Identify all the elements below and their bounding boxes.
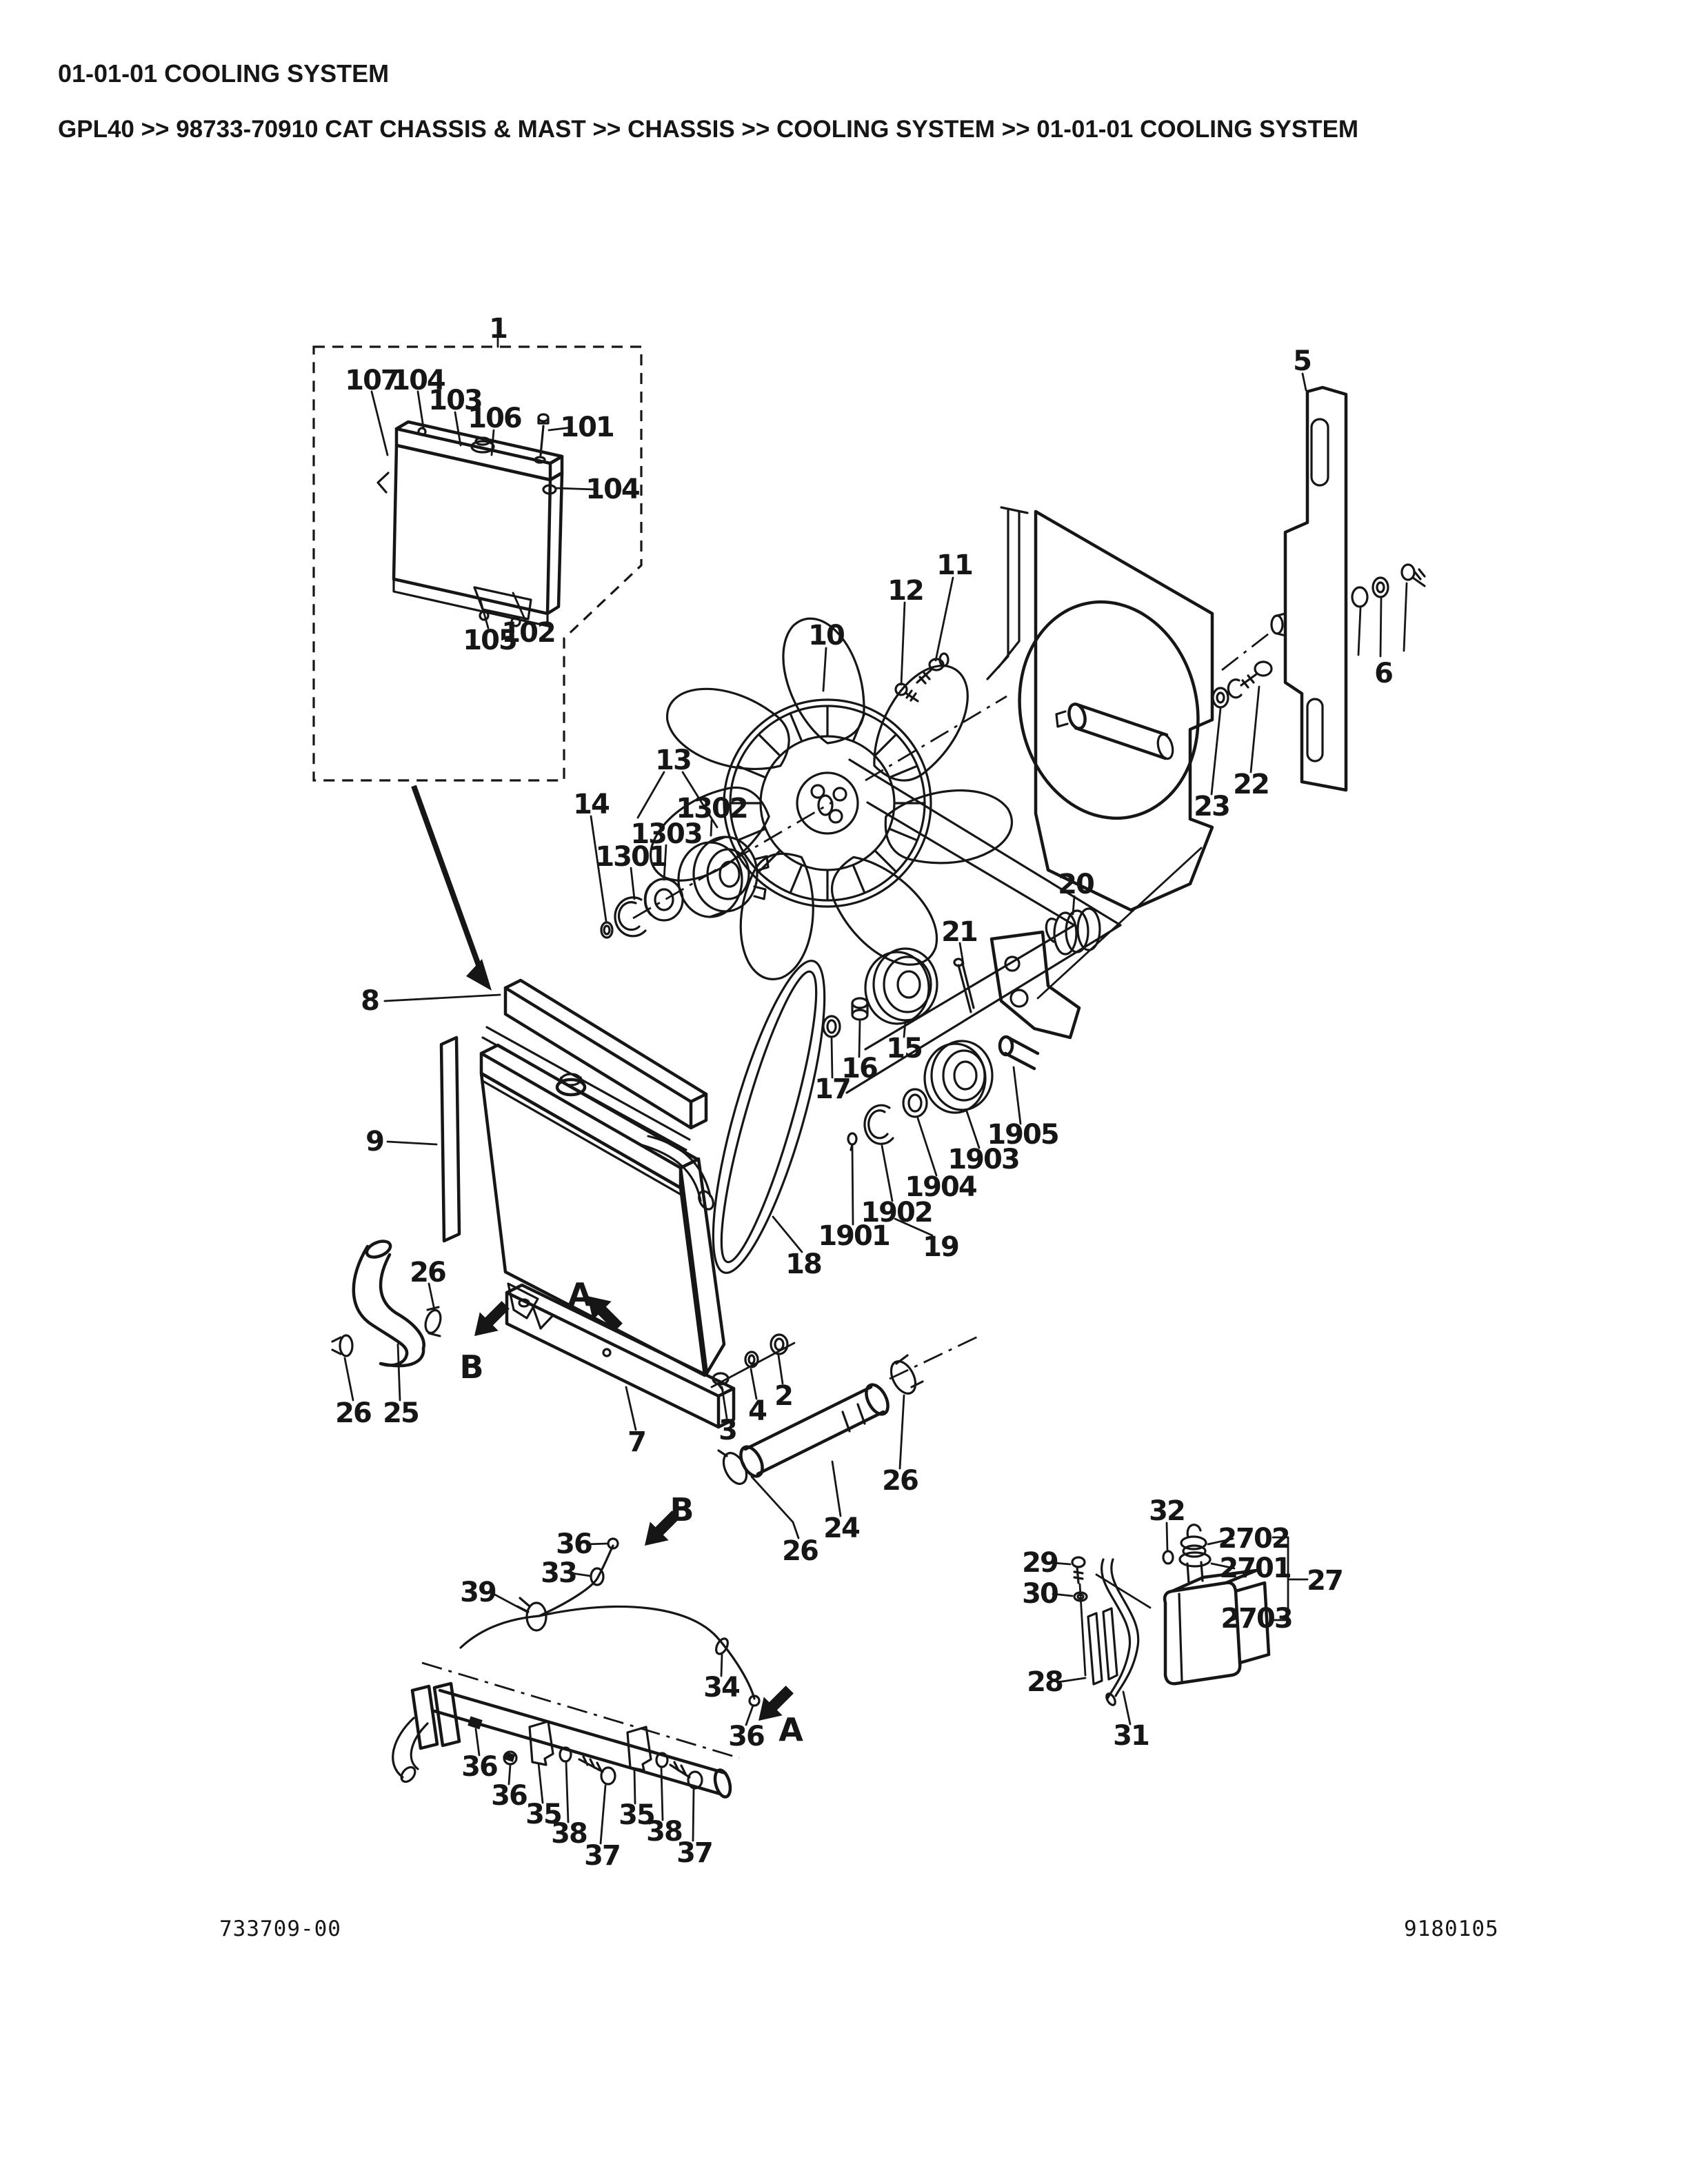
part-label-37: 37	[584, 1840, 620, 1872]
part-label-103: 103	[428, 385, 482, 416]
part-label-36: 36	[491, 1780, 527, 1812]
part-label-3: 3	[719, 1415, 736, 1446]
part-label-12: 12	[887, 575, 923, 607]
part-label-36: 36	[728, 1721, 764, 1752]
part-label-104: 104	[391, 365, 445, 396]
page-title: 01-01-01 COOLING SYSTEM	[58, 59, 390, 88]
part-label-1: 1	[489, 313, 507, 345]
part-label-26: 26	[882, 1465, 918, 1497]
part-label-23: 23	[1194, 791, 1229, 822]
part-label-19: 19	[923, 1231, 958, 1263]
part-label-26: 26	[335, 1397, 371, 1429]
part-label-22: 22	[1233, 769, 1269, 800]
part-label-2: 2	[774, 1380, 792, 1412]
part-number-labels	[335, 313, 1392, 1872]
part-label-13: 13	[655, 745, 691, 776]
part-label-21: 21	[941, 916, 977, 948]
part-label-B: B	[459, 1348, 483, 1386]
part-label-9: 9	[365, 1126, 383, 1157]
document-number: 733709-00	[219, 1917, 341, 1941]
part-label-2703: 2703	[1220, 1603, 1292, 1635]
part-label-1901: 1901	[818, 1220, 890, 1252]
part-label-36: 36	[461, 1751, 497, 1783]
inset-pointer-arrow	[414, 786, 492, 991]
part-label-1303: 1303	[630, 818, 702, 850]
part-label-26: 26	[782, 1535, 818, 1567]
part-label-10: 10	[808, 620, 844, 651]
part-label-16: 16	[841, 1053, 877, 1084]
part-label-B: B	[670, 1491, 693, 1528]
part-label-106: 106	[468, 403, 521, 434]
part-label-18: 18	[785, 1248, 821, 1280]
part-label-25: 25	[383, 1397, 419, 1429]
part-label-30: 30	[1022, 1578, 1058, 1610]
part-label-36: 36	[556, 1528, 592, 1560]
fan-bracket	[1222, 387, 1346, 790]
part-label-26: 26	[410, 1257, 445, 1288]
part-label-101: 101	[560, 412, 614, 443]
part-label-14: 14	[573, 789, 609, 820]
radiator-inset-drawing	[378, 414, 562, 626]
fan-bolt-group	[896, 654, 948, 701]
breadcrumb: GPL40 >> 98733-70910 CAT CHASSIS & MAST >> CHASSIS >> COOLING SYSTEM >> 01-01-01 COOLING SYSTEM	[58, 116, 1359, 143]
part-label-5: 5	[1293, 345, 1311, 377]
part-label-31: 31	[1113, 1720, 1149, 1752]
part-label-32: 32	[1149, 1495, 1185, 1527]
part-label-29: 29	[1022, 1547, 1058, 1579]
part-label-105: 105	[463, 625, 516, 656]
part-label-33: 33	[541, 1557, 576, 1589]
part-label-4: 4	[748, 1395, 766, 1427]
part-label-1302: 1302	[676, 793, 747, 825]
part-label-6: 6	[1374, 658, 1392, 689]
part-label-1904: 1904	[905, 1171, 976, 1203]
part-label-28: 28	[1027, 1666, 1063, 1698]
part-label-2701: 2701	[1219, 1553, 1291, 1584]
part-label-15: 15	[886, 1033, 922, 1064]
part-label-17: 17	[814, 1073, 850, 1105]
part-label-34: 34	[703, 1672, 739, 1703]
part-label-A: A	[567, 1276, 591, 1313]
part-label-8: 8	[361, 985, 379, 1017]
part-label-24: 24	[823, 1513, 859, 1544]
part-label-38: 38	[646, 1816, 682, 1848]
part-label-107: 107	[345, 365, 399, 396]
part-label-1903: 1903	[947, 1144, 1019, 1175]
part-label-39: 39	[460, 1577, 496, 1608]
part-label-7: 7	[627, 1426, 645, 1458]
bracket-hardware-group	[1352, 565, 1425, 656]
part-label-35: 35	[619, 1799, 654, 1831]
part-label-35: 35	[525, 1799, 561, 1830]
fan-plate	[987, 507, 1218, 910]
leader-lines	[345, 374, 1307, 1843]
part-label-A: A	[778, 1711, 802, 1748]
part-label-11: 11	[936, 549, 972, 581]
figure-number: 9180105	[1404, 1917, 1499, 1941]
part-label-104: 104	[585, 474, 639, 505]
part-label-27: 27	[1307, 1565, 1343, 1597]
part-label-1902: 1902	[861, 1197, 932, 1228]
part-label-2702: 2702	[1218, 1523, 1289, 1555]
part-label-102: 102	[501, 617, 555, 649]
part-label-37: 37	[676, 1837, 712, 1869]
part-label-20: 20	[1058, 869, 1094, 900]
radiator-assembly	[441, 980, 734, 1427]
pivot-hardware	[1213, 662, 1272, 707]
part-label-1301: 1301	[595, 841, 667, 873]
part-label-38: 38	[551, 1818, 587, 1850]
part-label-1905: 1905	[987, 1119, 1058, 1151]
